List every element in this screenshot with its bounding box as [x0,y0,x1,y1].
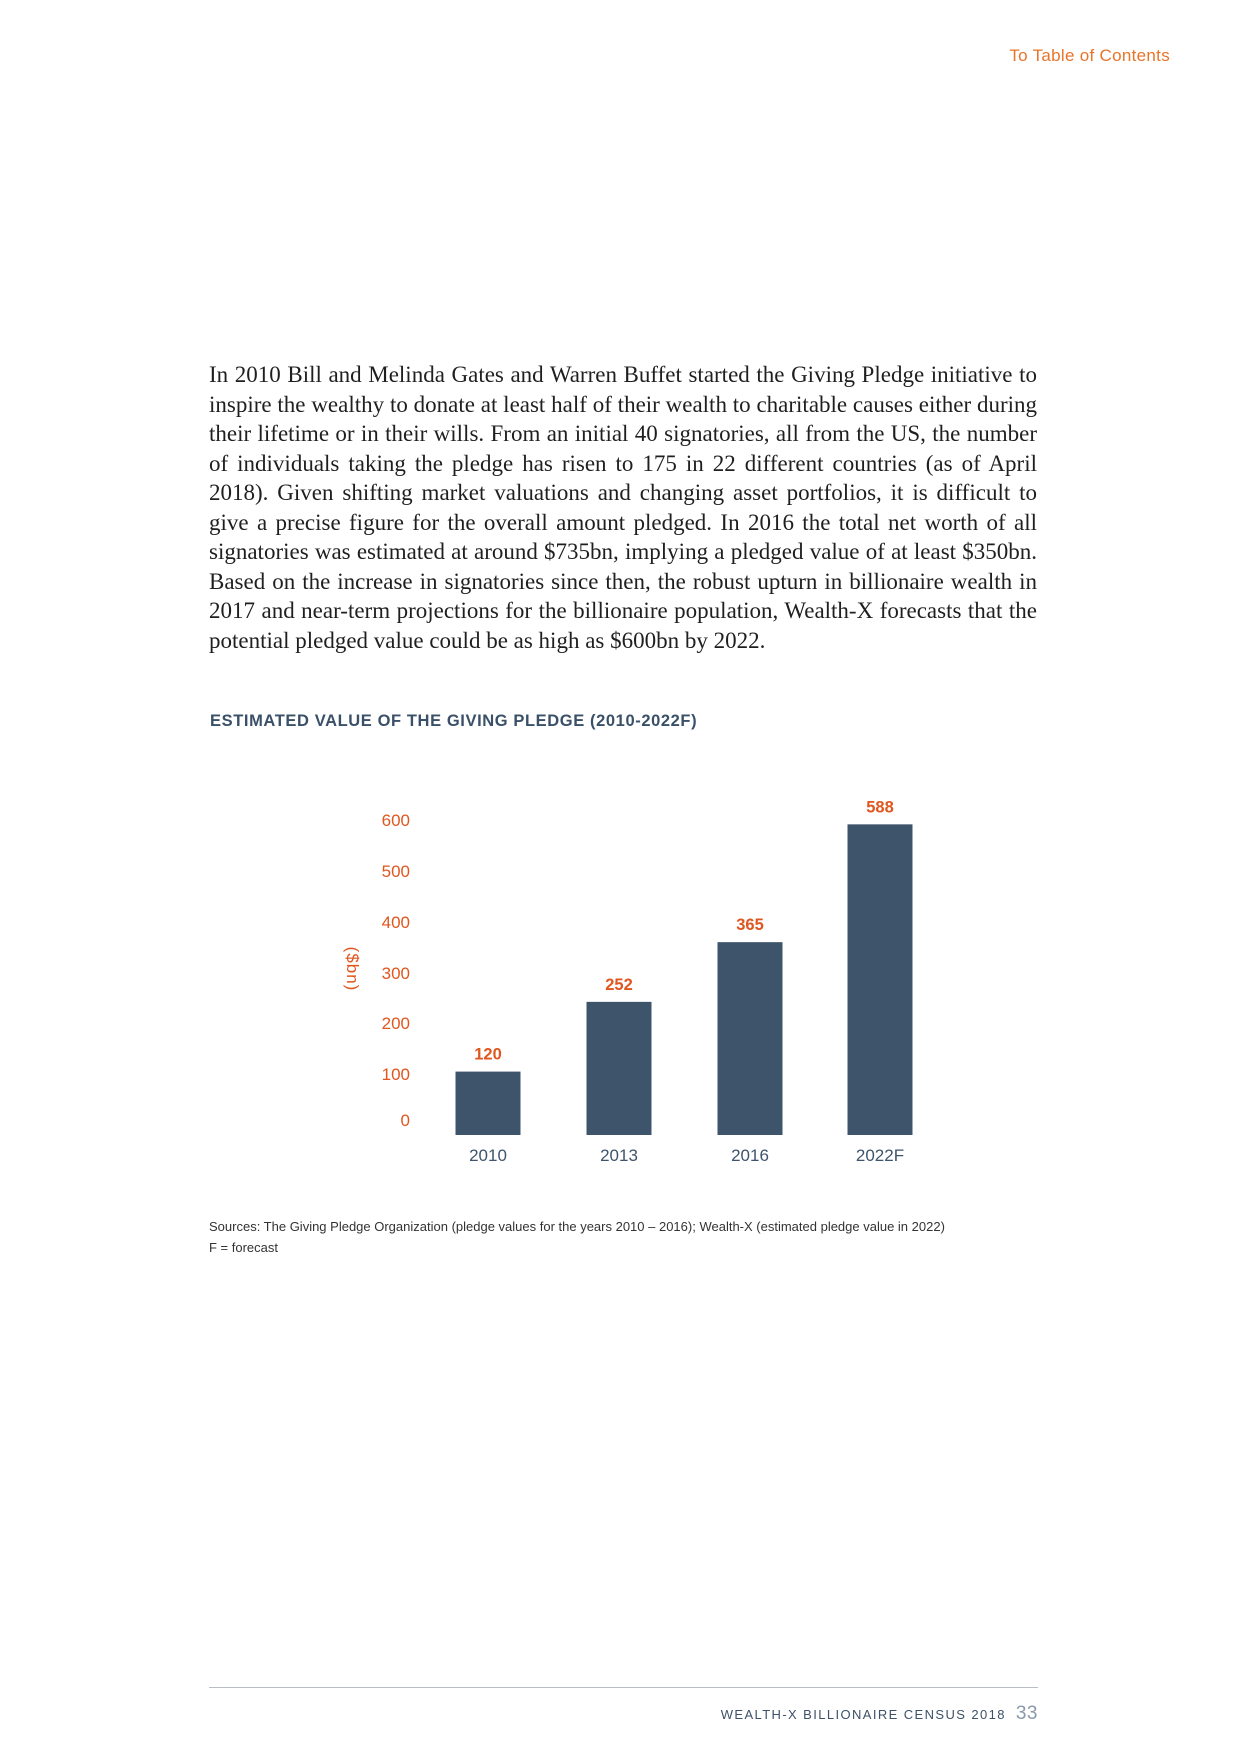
data-label: 588 [866,798,894,817]
x-tick-label: 2013 [600,1146,638,1165]
bar-2010 [456,1072,521,1135]
data-label: 252 [605,975,633,994]
page-number: 33 [1015,1703,1038,1724]
y-tick-label: 500 [381,862,410,881]
x-tick-label: 2022F [855,1146,905,1165]
y-tick-label: 0 [400,1111,410,1130]
y-tick-label: 300 [381,964,410,983]
y-tick-label: 200 [381,1014,410,1033]
bar-2016 [718,942,783,1135]
table-of-contents-link[interactable]: To Table of Contents [1009,46,1170,65]
y-tick-label: 600 [381,811,410,830]
y-tick-label: 100 [381,1065,410,1084]
page-footer [721,1703,1038,1725]
x-tick-label: 2010 [469,1146,507,1165]
forecast-note: F = forecast [209,1240,278,1255]
data-label: 365 [736,916,764,935]
chart-title: ESTIMATED VALUE OF THE GIVING PLEDGE (2010-2022F) [210,712,698,730]
footer-divider [209,1687,1038,1688]
bar-2013 [587,1002,652,1135]
data-label: 120 [474,1045,502,1064]
bar-2022F [848,824,913,1135]
footer-brand: WEALTH-X BILLIONAIRE CENSUS 2018 [720,1707,1006,1722]
body-paragraph: In 2010 Bill and Melinda Gates and Warren Buffet started the Giving Pledge initiative to inspire the wealthy to donate at least half of their wealth to charitable causes either during their lifetime or in their wills. From an initial 40 signatories, all from the US, the number of individuals taking the pledge has risen to 175 in 22 different countries (as of April 2018). Given shifting market valuations and changing asset portfolios, it is difficult to give a precise figure for the overall amount pledged. In 2016 the total net worth of all signatories was estimated at around $735bn, implying a pledged value of at least $350bn. Based on the increase in signatories since then, the robust upturn in billionaire wealth in 2017 and near-term projections for the billionaire population, Wealth-X forecasts that the potential pledged value could be as high as $600bn by 2022. [209,362,1037,653]
sources-note: Sources: The Giving Pledge Organization (pledge values for the years 2010 – 2016); Wealth-X (estimated pledge value in 2022) [209,1219,945,1234]
y-axis-label: ($bn) [343,946,362,992]
chart-sources [209,1216,1109,1258]
x-tick-label: 2016 [731,1146,769,1165]
y-tick-label: 400 [381,913,410,932]
